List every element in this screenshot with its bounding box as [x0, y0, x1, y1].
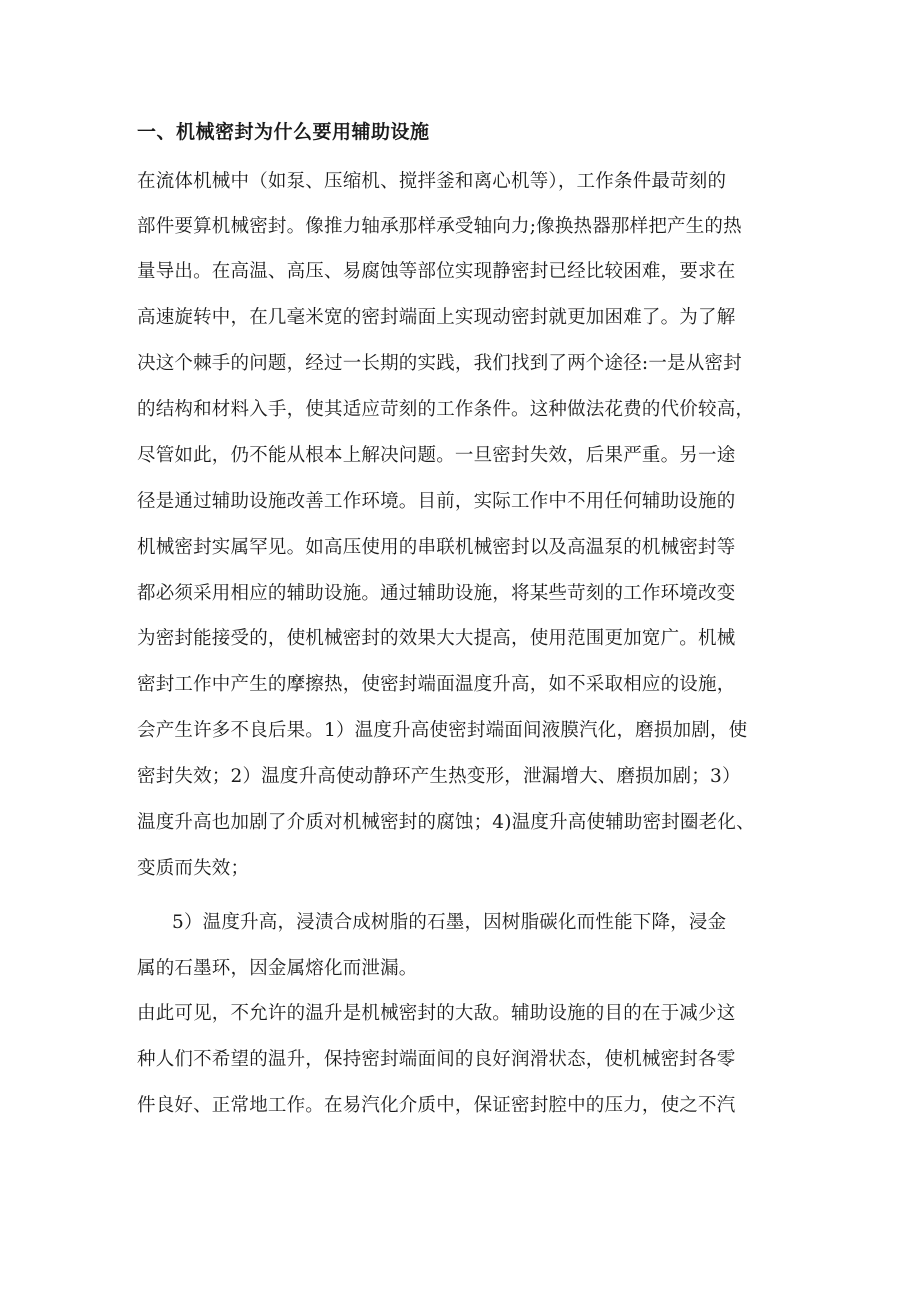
paragraph-line: 部件要算机械密封。像推力轴承那样承受轴向力;像换热器那样把产生的热 — [137, 216, 742, 237]
paragraph-line: 变质而失效； — [137, 858, 250, 879]
paragraph-line: 会产生许多不良后果。1）温度升高使密封端面间液膜汽化，磨损加剧，使 — [137, 720, 748, 741]
paragraph-line-indented: 5）温度升高，浸渍合成树脂的石墨，因树脂碳化而性能下降，浸金 — [172, 912, 727, 933]
paragraph-line: 径是通过辅助设施改善工作环境。目前，实际工作中不用任何辅助设施的 — [137, 491, 736, 512]
paragraph-line: 的结构和材料入手，使其适应苛刻的工作条件。这种做法花费的代价较高， — [137, 399, 755, 420]
paragraph-line: 决这个棘手的问题，经过一长期的实践，我们找到了两个途径:一是从密封 — [137, 353, 742, 374]
paragraph-line: 种人们不希望的温升，保持密封端面间的良好润滑状态，使机械密封各零 — [137, 1049, 736, 1070]
paragraph-line: 由此可见，不允许的温升是机械密封的大敌。辅助设施的目的在于减少这 — [137, 1003, 736, 1024]
paragraph-line: 为密封能接受的，使机械密封的效果大大提高，使用范围更加宽广。机械 — [137, 628, 736, 649]
paragraph-line: 都必须采用相应的辅助设施。通过辅助设施，将某些苛刻的工作环境改变 — [137, 583, 736, 604]
paragraph-line: 机械密封实属罕见。如高压使用的串联机械密封以及高温泵的机械密封等 — [137, 537, 736, 558]
section-heading: 一、机械密封为什么要用辅助设施 — [137, 121, 430, 143]
paragraph-line: 在流体机械中（如泵、压缩机、搅拌釜和离心机等），工作条件最苛刻的 — [137, 171, 727, 192]
paragraph-line: 件良好、正常地工作。在易汽化介质中，保证密封腔中的压力，使之不汽 — [137, 1095, 736, 1116]
paragraph-line: 量导出。在高温、高压、易腐蚀等部位实现静密封已经比较困难，要求在 — [137, 261, 736, 282]
paragraph-line: 温度升高也加剧了介质对机械密封的腐蚀；4)温度升高使辅助密封圈老化、 — [137, 812, 755, 833]
paragraph-line: 高速旋转中，在几毫米宽的密封端面上实现动密封就更加困难了。为了解 — [137, 307, 736, 328]
paragraph-line: 密封失效；2）温度升高使动静环产生热变形，泄漏增大、磨损加剧；3） — [137, 766, 741, 787]
paragraph-line: 尽管如此，仍不能从根本上解决问题。一旦密封失效，后果严重。另一途 — [137, 445, 736, 466]
paragraph-line: 属的石墨环，因金属熔化而泄漏。 — [137, 958, 418, 979]
paragraph-line: 密封工作中产生的摩擦热，使密封端面温度升高，如不采取相应的设施， — [137, 674, 736, 695]
